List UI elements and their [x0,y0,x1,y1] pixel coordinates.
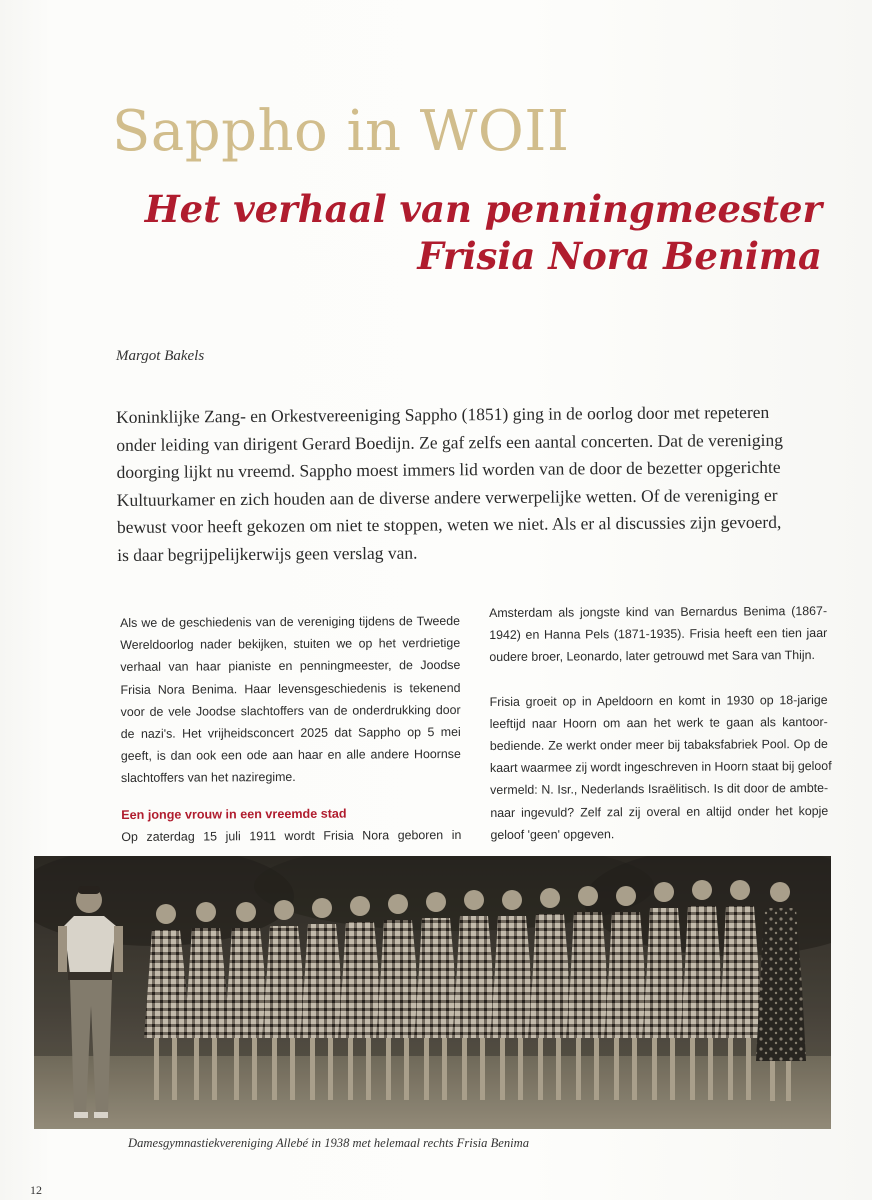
subtitle-line: Frisia Nora Benima [417,234,822,278]
left-column [120,610,461,848]
body-line: kaart waarmee zij wordt ingeschreven in Hoorn staat bij geloof [489,759,832,776]
body-line: geloof 'geen' opgeven. [490,827,615,842]
intro-paragraph [116,399,817,569]
group-photo [34,856,831,1129]
body-line: Als we de geschiedenis van de vereniging tijdens de Tweede [120,613,461,630]
right-paragraph-2 [489,689,832,846]
body-line: voor de vele Joodse slachtoffers van de onderdrukking door [120,702,461,719]
body-line: de nazi's. Het vrijheidsconcert 2025 dat Sappho op 5 mei [120,724,461,742]
body-line: 1942) en Hanna Pels (1871-1935). Frisia heeft een tien jaar [489,626,828,643]
body-line: leeftijd naar Hoorn om aan het werk te gaan als kantoor- [489,714,828,731]
body-line: Op zaterdag 15 juli 1911 wordt Frisia Nora geboren in [121,827,462,844]
left-paragraph-1 [120,610,461,790]
intro-line: Kultuurkamer en zich houden aan de diverse andere verwerpelijke wetten. Of de vereniging er [116,484,778,510]
intro-line: Koninklijke Zang- en Orkestvereeniging Sappho (1851) ging in de oorlog door met repeteren [116,401,770,427]
intro-line: is daar begrijpelijkerwijs geen verslag van. [117,542,418,565]
body-line: bediende. Ze werkt onder meer bij tabaksfabriek Pool. Op de [489,736,828,754]
photo-caption: Damesgymnastiekvereniging Allebé in 1938 met helemaal rechts Frisia Benima [128,1136,530,1150]
body-line: Amsterdam als jongste kind van Bernardus Benima (1867- [489,603,828,620]
group-photo-illustration [34,856,831,1129]
body-line: Frisia Nora Benima. Haar levensgeschiedenis is tekenend [120,680,461,697]
right-column [489,600,832,846]
right-paragraph-1 [489,600,827,669]
article-author: Margot Bakels [116,348,205,364]
intro-line: bewust voor heeft gekozen om niet te stoppen, weten we niet. Als er al discussies zijn gevoerd, [116,511,782,537]
body-line: slachtoffers van het naziregime. [120,770,296,786]
article-subtitle [145,186,822,280]
body-line: naar ingevuld? Zelf zal zij overal en altijd onder het kopje [490,803,829,820]
subtitle-line: Het verhaal van penningmeester [144,187,822,231]
body-line: verhaal van haar pianiste en penningmeester, de Joodse [120,658,461,675]
article-title: Sappho in WOII [112,99,570,164]
body-line: geeft, is dan ook een ode aan haar en alle andere Hoornse [120,747,461,764]
section-heading: Een jonge vrouw in een vreemde stad [121,806,347,822]
intro-line: onder leiding van dirigent Gerard Boedijn. Ze gaf zelfs een aantal concerten. Dat de vereniging [116,429,784,455]
body-line: vermeld: N. Isr., Nederlands Israëlitisch. Is dit door de ambte- [490,781,829,798]
page-number: 12 [30,1183,42,1197]
body-line: oudere broer, Leonardo, later getrouwd met Sara van Thijn. [489,648,815,665]
body-line: Frisia groeit op in Apeldoorn en komt in 1930 op 18-jarige [489,692,828,709]
body-line: Wereldoorlog nader bekijken, stuiten we op het verdrietige [120,636,461,653]
intro-line: doorging lijkt nu vreemd. Sappho moest immers lid worden van de door de bezetter opgerichte [116,456,781,482]
paragraph-gap [489,667,827,691]
left-paragraph-2 [121,824,461,848]
